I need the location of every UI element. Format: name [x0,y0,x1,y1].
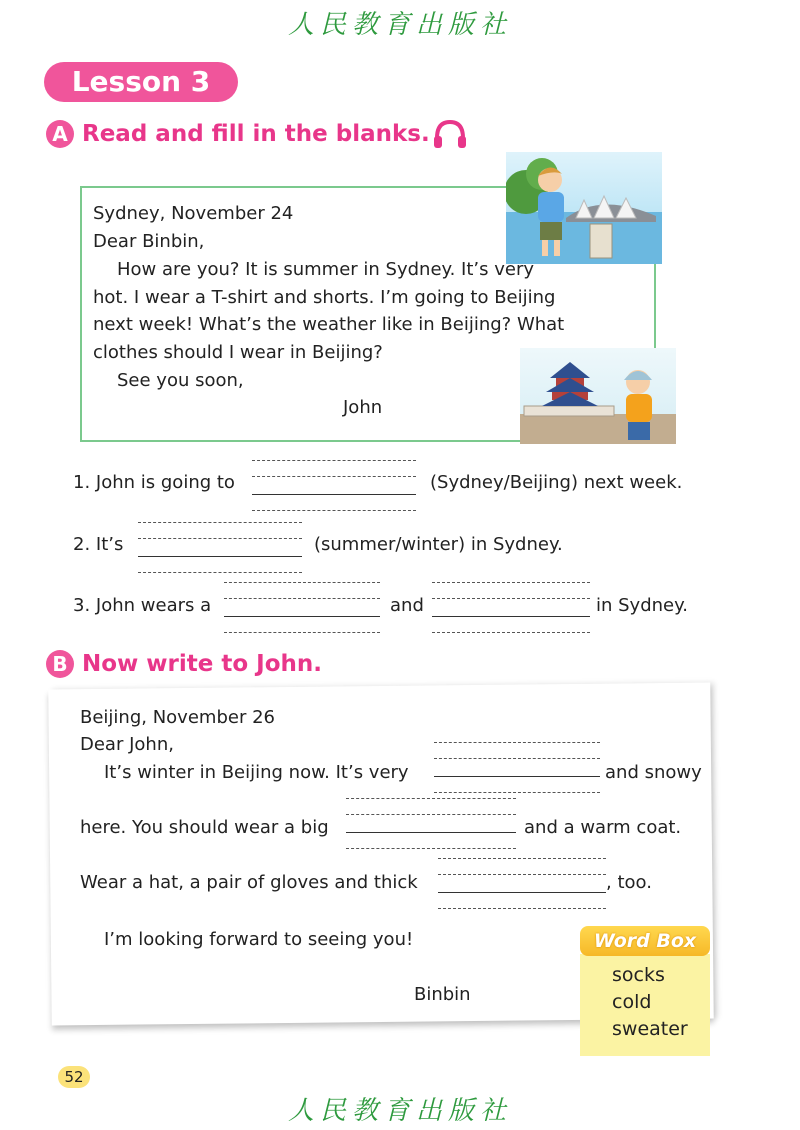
answer-blank-b1[interactable] [434,740,600,796]
publisher-header: 人民教育出版社 [287,10,512,40]
letter-b-closing: I’m looking forward to seeing you! [104,929,414,950]
word-box-word: socks [612,964,665,986]
letter-b-line3-before: Wear a hat, a pair of gloves and thick [80,872,418,893]
letter-b-line1-before: It’s winter in Beijing now. It’s very [104,762,409,783]
letter-b-greeting: Dear John, [80,734,174,755]
question-3-text [73,593,211,619]
section-b-title: Now write to John. [82,651,323,677]
question-2-text [73,532,123,558]
answer-blank-1[interactable] [252,458,416,514]
letter-a-signature: John [343,397,383,418]
question-number: 2. [73,534,91,555]
publisher-footer: 人民教育出版社 [287,1096,512,1126]
letter-b-line2-after: and a warm coat. [524,817,682,838]
letter-a-body-line: hot. I wear a T-shirt and shorts. I’m going to Beijing [93,287,556,308]
answer-blank-2[interactable] [138,520,302,576]
word-box-word: sweater [612,1018,688,1040]
question-number: 1. [73,472,91,493]
letter-b-line2-before: here. You should wear a big [80,817,329,838]
answer-blank-3b[interactable] [432,580,590,636]
letter-b-line3-after: , too. [606,872,652,893]
question-3-middle: and [390,595,424,616]
letter-a-body-line: How are you? It is summer in Sydney. It’s very [117,259,535,280]
question-before: It’s [95,534,124,555]
letter-a-place-date: Sydney, November 24 [93,203,294,224]
letter-a-body-line: next week! What’s the weather like in Beijing? What [93,314,565,335]
headphones-icon[interactable] [432,118,468,150]
section-a-badge: A [46,120,74,148]
answer-blank-b3[interactable] [438,856,606,912]
question-2-after: (summer/winter) in Sydney. [314,534,563,555]
word-box-title: Word Box [580,926,710,956]
question-1-text [73,470,235,496]
question-number: 3. [73,595,91,616]
letter-b-signature: Binbin [414,984,471,1005]
letter-a-closing: See you soon, [117,370,244,391]
question-before: John is going to [95,472,235,493]
page-number: 52 [58,1066,90,1088]
question-3-after: in Sydney. [596,595,688,616]
letter-b-line1-after: and snowy [605,762,702,783]
lesson-title: Lesson 3 [44,62,238,102]
answer-blank-3a[interactable] [224,580,380,636]
letter-b-place-date: Beijing, November 26 [80,707,275,728]
question-before: John wears a [95,595,212,616]
answer-blank-b2[interactable] [346,796,516,852]
picture-john-sydney [506,152,662,264]
section-a-title: Read and fill in the blanks. [82,121,430,147]
question-1-after: (Sydney/Beijing) next week. [430,472,683,493]
picture-binbin-beijing [520,348,676,444]
letter-a-greeting: Dear Binbin, [93,231,205,252]
word-box-word: cold [612,991,652,1013]
letter-a-body-line: clothes should I wear in Beijing? [93,342,383,363]
section-b-badge: B [46,650,74,678]
